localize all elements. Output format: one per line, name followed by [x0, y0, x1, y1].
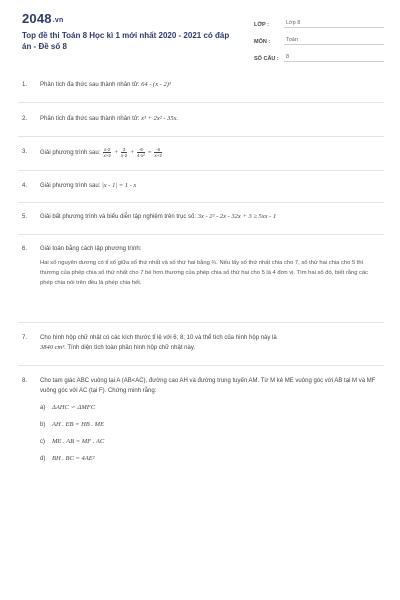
question-text: Giải toán bằng cách lập phương trình: [40, 246, 142, 252]
fraction-numerator: x-2 [104, 147, 111, 152]
part-math: ME . AB = MF . AC [52, 438, 105, 445]
question-text: Giải phương trình sau: [40, 183, 101, 189]
question-text: Giải phương trình sau: [40, 150, 101, 157]
divider [18, 202, 384, 203]
question-math: x³ + 2x² - 35x. [141, 115, 179, 122]
meta-value: Lớp 8 [284, 20, 384, 28]
part-math: ΔAHC ∽ ΔMFC [52, 404, 96, 411]
question-text: Giải bất phương trình và biểu diễn tập nghiệm trên trục số: [40, 214, 197, 220]
fraction-numerator: -6 [156, 147, 161, 152]
meta-value: 8 [284, 54, 384, 62]
meta-label: LỚP : [254, 22, 269, 28]
question-part-d [40, 454, 382, 464]
question-number: 8. [22, 378, 28, 384]
fraction-numerator: 3 [122, 147, 126, 152]
part-math: BH . BC = 4AE² [52, 455, 95, 462]
part-label: a) [40, 405, 46, 411]
divider [18, 322, 384, 323]
divider [18, 170, 384, 171]
part-label: d) [40, 456, 46, 462]
question-text: Phân tích đa thức sau thành nhân tử: [40, 116, 140, 122]
question-number: 6. [22, 246, 28, 252]
question-text-cont: . Tính diện tích toàn phần hình hộp chữ nhật này. [64, 345, 196, 351]
fraction-denominator: x+2 [103, 153, 111, 158]
meta-value: Toán [284, 37, 384, 45]
document-title: Top đề thi Toán 8 Học kì 1 mới nhất 2020 - 2021 có đáp án - Đề số 8 [22, 31, 230, 51]
site-logo[interactable] [22, 11, 63, 26]
question-math: 3840 cm³ [40, 344, 65, 351]
question-math: 3x - 2² - 2x - 32x + 3 ≥ 5xx - 1 [197, 213, 277, 220]
question-text: Phân tích đa thức sau thành nhân tử: [40, 82, 140, 88]
question-math: 64 - (x - 2)³ [141, 81, 171, 88]
divider [18, 234, 384, 235]
divider [18, 365, 384, 366]
logo-tld: .vn [52, 17, 64, 24]
meta-row-class [254, 16, 384, 28]
question-2 [22, 114, 382, 124]
meta-panel [254, 16, 384, 67]
question-math: |x - 1| = 1 - x [102, 182, 137, 189]
part-label: c) [40, 439, 45, 445]
question-7 [22, 333, 382, 353]
question-number: 1. [22, 82, 28, 88]
meta-label: MÔN : [254, 39, 271, 45]
fraction [103, 147, 111, 158]
fraction-numerator: -6 [138, 147, 143, 152]
question-text: Cho hình hộp chữ nhật có các kích thước tỉ lệ với 6; 8; 10 và thể tích của hình hộp này là [40, 335, 277, 341]
fraction-denominator: x-2 [121, 153, 128, 158]
question-number: 4. [22, 183, 28, 189]
fraction [137, 147, 145, 158]
meta-label: SỐ CÂU : [254, 56, 279, 62]
question-number: 3. [22, 149, 28, 155]
question-number: 7. [22, 335, 28, 341]
fraction [121, 147, 127, 158]
question-3: 3. Giải phương trình sau: $\frac{x-2}{x+2}$ + $\frac{3}{x-2}$ + $\frac{-6}{\text{4-x²}}$ = $\frac{-6}{x+2}$ [22, 147, 162, 158]
logo-text: 2048 [22, 11, 52, 26]
question-1 [22, 80, 382, 90]
question-4 [22, 181, 382, 191]
question-part-a [40, 403, 382, 413]
meta-row-count [254, 50, 384, 62]
question-part-c [40, 437, 382, 447]
fraction-denominator: 4-x² [137, 153, 145, 158]
divider [18, 102, 384, 103]
question-5 [22, 212, 382, 222]
question-number: 2. [22, 116, 28, 122]
fraction [154, 147, 161, 158]
question-8 [22, 376, 382, 464]
question-6 [22, 244, 382, 288]
divider [18, 136, 384, 137]
meta-row-subject [254, 33, 384, 45]
question-part-b [40, 420, 382, 430]
part-math: AH . EB = HB . ME [52, 421, 105, 428]
question-subtext: Hai số nguyên dương có tỉ số giữa số thứ nhất và số thứ hai bằng ¾. Nếu lấy số thứ nhất chia cho 7, số thứ hai chia cho 5 thì thương của phép chia số thứ nhất cho 7 bé hơn thương của phép chia số thứ hai cho 5 là 4 đơn vị. Tìm hai số đó, biết rằng các phép chia nói trên đều là phép chia hết. [40, 260, 369, 286]
fraction-denominator: x+2 [154, 153, 162, 158]
question-number: 5. [22, 214, 28, 220]
part-label: b) [40, 422, 46, 428]
question-text: Cho tam giác ABC vuông tại A (AB<AC), đường cao AH và đường trung tuyến AM. Từ M kẻ ME vuông góc với AB tại M và MF vuông góc với AC (tại F). Chứng minh rằng: [40, 378, 376, 394]
